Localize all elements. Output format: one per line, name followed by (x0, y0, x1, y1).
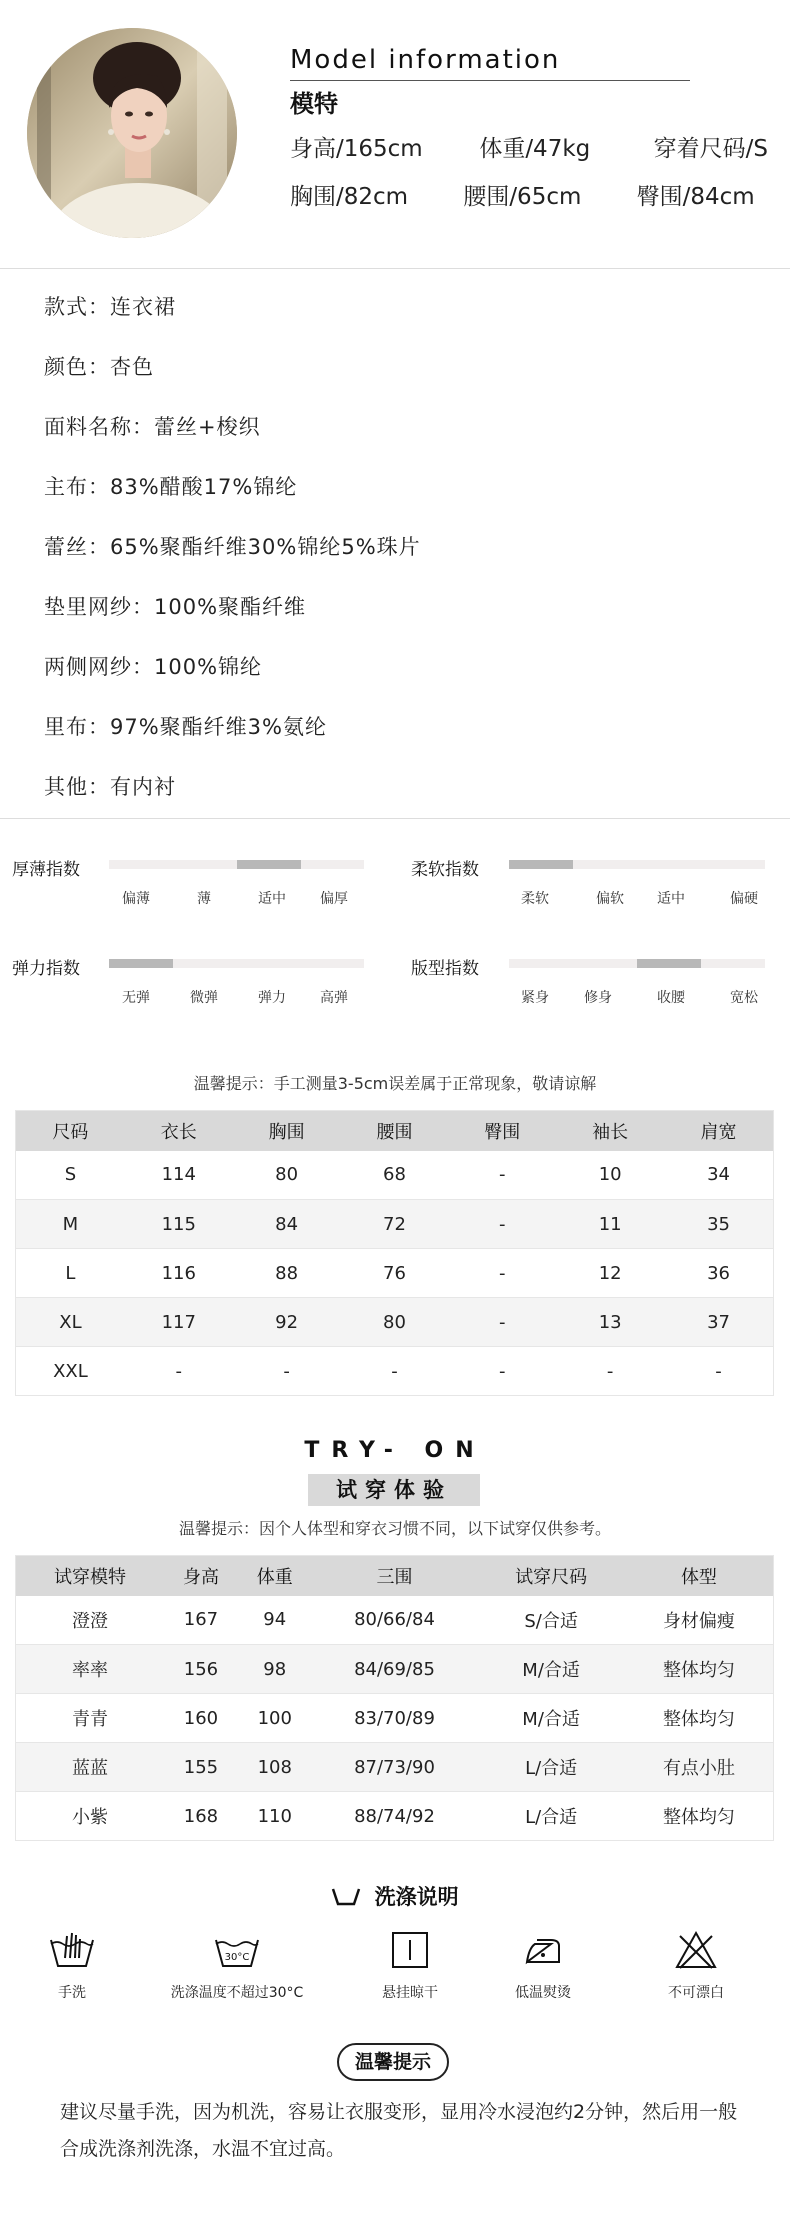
header-cell: 体型 (625, 1556, 774, 1596)
hang-dry-icon (390, 1930, 430, 1970)
spec-style: 款式：连衣裙 (44, 295, 176, 319)
hand-wash-icon (49, 1930, 95, 1970)
spec-side-mesh: 两侧网纱：100%锦纶 (44, 655, 263, 679)
index-tick: 偏薄 (122, 891, 150, 907)
table-cell: - (448, 1151, 556, 1200)
table-cell: 整体均匀 (625, 1792, 774, 1841)
wash-advice: 建议尽量手洗，因为机洗，容易让衣服变形，显用冷水浸泡约2分钟，然后用一般合成洗涤剂洗涤，水温不宜过高。 (60, 2101, 738, 2160)
model-weight: 体重/47kg (479, 136, 591, 162)
model-bust: 胸围/82cm (290, 184, 409, 210)
table-row (16, 1200, 774, 1249)
table-cell: - (341, 1347, 449, 1396)
table-cell: L/合适 (477, 1743, 625, 1792)
table-row (16, 1694, 774, 1743)
table-cell: - (125, 1347, 233, 1396)
index-tick: 薄 (197, 891, 211, 907)
index-bar (509, 959, 765, 968)
index-tick: 紧身 (521, 990, 549, 1006)
table-row (16, 1645, 774, 1694)
tryon-table (15, 1555, 774, 1841)
no-bleach-icon (674, 1930, 718, 1970)
table-row (16, 1596, 774, 1645)
table-cell: 80 (233, 1151, 341, 1200)
table-row (16, 1249, 774, 1298)
header-cell: 臀围 (448, 1111, 556, 1151)
wash-item-30 (162, 1930, 312, 2002)
index-bar (509, 860, 765, 869)
index-bar-selected (509, 860, 573, 869)
header-cell: 尺码 (16, 1111, 125, 1151)
table-cell: 83/70/89 (312, 1694, 478, 1743)
spec-main-fabric: 主布：83%醋酸17%锦纶 (44, 475, 298, 499)
size-table (15, 1110, 774, 1396)
iron-low-icon (521, 1930, 565, 1970)
model-info-section (0, 0, 790, 268)
table-cell: L (16, 1249, 125, 1298)
header-cell: 体重 (238, 1556, 312, 1596)
spec-fabric-name: 面料名称：蕾丝+梭织 (44, 415, 261, 439)
tryon-table-header (16, 1556, 774, 1596)
header-cell: 身高 (164, 1556, 238, 1596)
index-tick: 偏硬 (730, 891, 758, 907)
table-cell: 澄澄 (16, 1596, 165, 1645)
table-cell: 156 (164, 1645, 238, 1694)
table-cell: 92 (233, 1298, 341, 1347)
table-cell: 168 (164, 1792, 238, 1841)
table-row (16, 1743, 774, 1792)
table-cell: 115 (125, 1200, 233, 1249)
table-cell: 有点小肚 (625, 1743, 774, 1792)
table-cell: 100 (238, 1694, 312, 1743)
index-tick: 宽松 (730, 990, 758, 1006)
table-cell: - (448, 1200, 556, 1249)
index-label: 厚薄指数 (12, 860, 80, 880)
table-cell: 94 (238, 1596, 312, 1645)
tryon-title-cn: 试穿体验 (308, 1474, 480, 1506)
table-cell: 11 (556, 1200, 664, 1249)
header-cell: 三围 (312, 1556, 478, 1596)
wash-30-icon (214, 1930, 260, 1970)
index-label: 柔软指数 (411, 860, 479, 880)
header-cell: 试穿模特 (16, 1556, 165, 1596)
table-cell: - (556, 1347, 664, 1396)
model-waist: 腰围/65cm (463, 184, 582, 210)
index-label: 弹力指数 (12, 959, 80, 979)
table-cell: 84/69/85 (312, 1645, 478, 1694)
table-cell: 160 (164, 1694, 238, 1743)
table-row (16, 1151, 774, 1200)
index-bar-selected (109, 959, 173, 968)
index-tick: 收腰 (657, 990, 685, 1006)
wash-label: 不可漂白 (668, 1985, 724, 2001)
wash-label: 低温熨烫 (515, 1985, 571, 2001)
index-bar-selected (637, 959, 701, 968)
table-cell: - (448, 1298, 556, 1347)
table-cell: 整体均匀 (625, 1694, 774, 1743)
table-cell: 167 (164, 1596, 238, 1645)
spec-pad-mesh: 垫里网纱：100%聚酯纤维 (44, 595, 307, 619)
table-cell: 10 (556, 1151, 664, 1200)
wash-item-bleach (621, 1930, 771, 2002)
table-cell: 76 (341, 1249, 449, 1298)
model-title-en: Model information (290, 45, 561, 75)
wash-item-iron (468, 1930, 618, 2002)
table-cell: M (16, 1200, 125, 1249)
header-cell: 胸围 (233, 1111, 341, 1151)
table-cell: 小紫 (16, 1792, 165, 1841)
table-cell: 114 (125, 1151, 233, 1200)
table-row (16, 1298, 774, 1347)
model-title-cn: 模特 (290, 90, 338, 118)
model-hip: 臀围/84cm (636, 184, 755, 210)
wash-basin-icon (331, 1886, 361, 1906)
model-height: 身高/165cm (290, 136, 423, 162)
header-cell: 试穿尺码 (477, 1556, 625, 1596)
tryon-title-en: TRY- ON (304, 1438, 486, 1463)
table-row (16, 1792, 774, 1841)
table-cell: 155 (164, 1743, 238, 1792)
table-cell: - (664, 1347, 773, 1396)
table-cell: XXL (16, 1347, 125, 1396)
table-cell: 35 (664, 1200, 773, 1249)
header-cell: 腰围 (341, 1111, 449, 1151)
table-cell: XL (16, 1298, 125, 1347)
tip-badge: 温馨提示 (337, 2043, 449, 2081)
size-tip: 温馨提示：手工测量3-5cm误差属于正常现象，敬请谅解 (193, 1074, 597, 1093)
table-cell: 蓝蓝 (16, 1743, 165, 1792)
table-cell: 88/74/92 (312, 1792, 478, 1841)
table-cell: 80 (341, 1298, 449, 1347)
wash-label: 手洗 (58, 1985, 86, 2001)
index-tick: 无弹 (122, 990, 150, 1006)
table-cell: 36 (664, 1249, 773, 1298)
table-cell: 98 (238, 1645, 312, 1694)
table-row (16, 1347, 774, 1396)
spec-color: 颜色：杏色 (44, 355, 154, 379)
model-row-1 (290, 130, 768, 163)
table-cell: - (448, 1249, 556, 1298)
table-cell: 108 (238, 1743, 312, 1792)
table-cell: S/合适 (477, 1596, 625, 1645)
index-bar (109, 860, 364, 869)
wash-item-hand (0, 1930, 147, 2002)
index-tick: 偏软 (596, 891, 624, 907)
table-cell: M/合适 (477, 1694, 625, 1743)
model-size: 穿着尺码/S (653, 136, 768, 162)
table-cell: 整体均匀 (625, 1645, 774, 1694)
spec-other: 其他：有内衬 (44, 775, 176, 799)
header-cell: 衣长 (125, 1111, 233, 1151)
table-cell: - (448, 1347, 556, 1396)
table-cell: 117 (125, 1298, 233, 1347)
table-cell: 身材偏瘦 (625, 1596, 774, 1645)
index-tick: 弹力 (258, 990, 286, 1006)
index-tick: 高弹 (320, 990, 348, 1006)
model-row-2 (290, 178, 755, 211)
table-cell: 72 (341, 1200, 449, 1249)
header-cell: 袖长 (556, 1111, 664, 1151)
table-cell: 88 (233, 1249, 341, 1298)
index-bar-selected (237, 860, 301, 869)
table-cell: 13 (556, 1298, 664, 1347)
index-bar (109, 959, 364, 968)
index-tick: 修身 (584, 990, 612, 1006)
wash-item-hang (335, 1930, 485, 2002)
header-cell: 肩宽 (664, 1111, 773, 1151)
table-cell: 110 (238, 1792, 312, 1841)
index-tick: 微弹 (190, 990, 218, 1006)
spec-lace: 蕾丝：65%聚酯纤维30%锦纶5%珠片 (44, 535, 421, 559)
wash-label: 洗涤温度不超过30°C (170, 1985, 304, 2001)
table-cell: 68 (341, 1151, 449, 1200)
tryon-tip: 温馨提示：因个人体型和穿衣习惯不同，以下试穿仅供参考。 (178, 1519, 611, 1538)
index-tick: 适中 (258, 891, 286, 907)
table-cell: M/合适 (477, 1645, 625, 1694)
divider (0, 268, 790, 269)
table-cell: 青青 (16, 1694, 165, 1743)
table-cell: 116 (125, 1249, 233, 1298)
table-cell: L/合适 (477, 1792, 625, 1841)
table-cell: 37 (664, 1298, 773, 1347)
index-tick: 偏厚 (320, 891, 348, 907)
index-tick: 柔软 (521, 891, 549, 907)
index-tick: 适中 (657, 891, 685, 907)
model-title-rule (290, 80, 690, 81)
divider (0, 818, 790, 819)
wash-title: 洗涤说明 (374, 1885, 459, 1909)
table-cell: 80/66/84 (312, 1596, 478, 1645)
table-cell: 率率 (16, 1645, 165, 1694)
table-cell: - (233, 1347, 341, 1396)
wash-30-text: 30°C (224, 1952, 250, 1963)
table-cell: 12 (556, 1249, 664, 1298)
wash-label: 悬挂晾干 (382, 1985, 438, 2001)
table-cell: 84 (233, 1200, 341, 1249)
model-avatar (27, 28, 237, 238)
spec-lining: 里布：97%聚酯纤维3%氨纶 (44, 715, 327, 739)
table-cell: S (16, 1151, 125, 1200)
table-cell: 87/73/90 (312, 1743, 478, 1792)
index-label: 版型指数 (411, 959, 479, 979)
wash-heading (0, 1881, 790, 1911)
size-table-header (16, 1111, 774, 1151)
table-cell: 34 (664, 1151, 773, 1200)
